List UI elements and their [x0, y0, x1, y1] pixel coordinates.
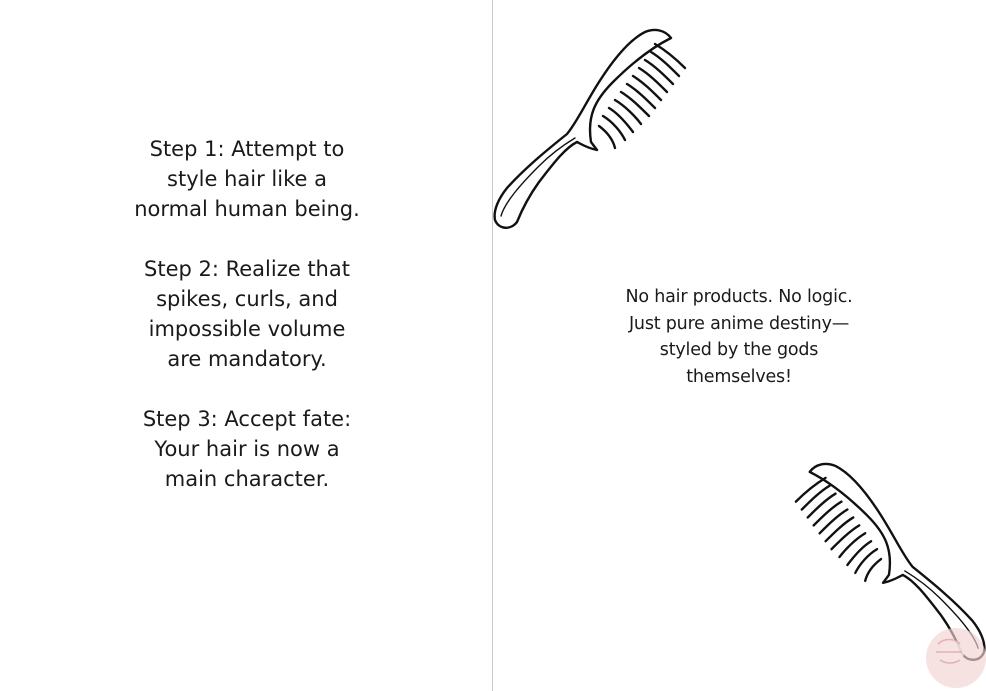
- step-1-line-3: normal human being.: [134, 197, 360, 221]
- watermark-logo-icon: [918, 622, 986, 690]
- step-2-line-4: are mandatory.: [167, 347, 327, 371]
- step-1-line-2: style hair like a: [167, 167, 327, 191]
- quote-line-1: No hair products. No logic.: [625, 287, 853, 307]
- steps-text: [100, 134, 394, 524]
- quote-line-3: styled by the gods: [659, 340, 819, 360]
- step-3-line-3: main character.: [164, 467, 330, 491]
- quote-line-2: Just pure anime destiny—: [628, 313, 850, 334]
- step-2-line-3: impossible volume: [148, 317, 346, 341]
- step-2-line-1: Step 2: Realize that: [144, 257, 350, 281]
- left-page: [0, 0, 492, 691]
- step-3-line-1: Step 3: Accept fate:: [142, 407, 352, 431]
- step-2: [100, 254, 394, 374]
- step-1: [100, 134, 394, 224]
- step-2-line-2: spikes, curls, and: [156, 287, 338, 311]
- step-1-line-1: Step 1: Attempt to: [149, 137, 345, 161]
- comb-icon: [493, 22, 698, 237]
- quote-line-4: themselves!: [686, 366, 792, 387]
- step-3-line-2: Your hair is now a: [154, 437, 340, 461]
- right-page: [493, 0, 986, 691]
- quote-text: [603, 284, 875, 390]
- step-3: [100, 404, 394, 494]
